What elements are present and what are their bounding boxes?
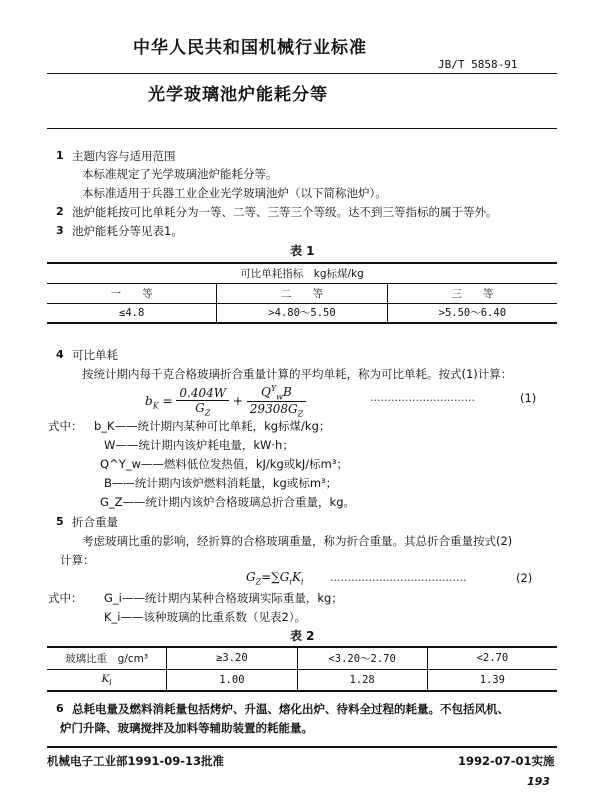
formula1-frac2-den	[247, 402, 306, 418]
table1-unit: 可比单耗指标 kg标煤/kg	[240, 267, 364, 280]
sec6-line2: 炉门升降、玻璃搅拌及加料等辅助装置的耗能量。	[60, 721, 313, 735]
sec1-para1: 本标准规定了光学玻璃池炉能耗分等。	[82, 167, 278, 181]
formula1-frac2-den-sub: Z	[297, 409, 304, 419]
formula1-frac2-den-text: 29308G	[249, 402, 298, 417]
formula1-plus: +	[232, 393, 243, 408]
table2-k-sub: i	[109, 677, 112, 687]
formula1-frac1-num: 0.404W	[176, 386, 229, 401]
sec2-number: 2	[56, 205, 64, 218]
formula1-fraction1	[176, 386, 229, 417]
sec3-number: 3	[56, 224, 64, 237]
sec1-heading: 主题内容与适用范围	[72, 149, 176, 163]
approval-date: 机械电子工业部1991-09-13批准	[47, 754, 225, 768]
table2-k-label	[47, 669, 167, 691]
table1-value-grade2: >4.80～5.50	[217, 303, 387, 323]
table2-k-3: 1.39	[479, 673, 506, 686]
table1-value-grade1: ≤4.8	[47, 303, 217, 323]
formula1-frac2-num	[247, 384, 306, 402]
sec3-text: 池炉能耗分等见表1。	[72, 224, 183, 238]
formula1-frac2-b: B	[283, 385, 292, 399]
formula1-frac1-den-sub: Z	[204, 408, 211, 418]
formula-1	[145, 384, 306, 419]
formula1-fraction2	[247, 384, 306, 419]
table1-caption: 表 1	[290, 244, 315, 258]
sec5-heading: 折合重量	[72, 515, 118, 529]
sec1-para2: 本标准适用于兵器工业企业光学玻璃池炉（以下简称池炉）。	[82, 186, 387, 200]
formula1-frac2-sup: Y	[270, 384, 277, 393]
table1-header-grade2: 二 等	[217, 283, 387, 303]
page-number: 193	[527, 775, 550, 788]
sec4-def-gz: G_Z——统计期内该炉合格玻璃总折合重量，kg。	[100, 495, 355, 509]
sec4-def-w: W——统计期内该炉耗电量，kW·h；	[104, 438, 294, 452]
title-rule	[47, 128, 557, 129]
formula1-lhs: b	[145, 393, 153, 408]
sec4-where-label: 式中：	[48, 419, 83, 433]
effective-date: 1992-07-01实施	[458, 754, 555, 768]
table2-k-2: 1.28	[297, 669, 427, 691]
standard-code: JB/T 5858-91	[438, 58, 518, 71]
sec2-text: 池炉能耗按可比单耗分为一等、二等、三等三个等级。达不到三等指标的属于等外。	[72, 205, 498, 219]
sec5-text-line2: 计算：	[60, 553, 95, 567]
formula2-k: K	[291, 570, 301, 584]
table2-k-1: 1.00	[167, 669, 297, 691]
sec4-text: 按统计期内每千克合格玻璃折合重量计算的平均单耗，称为可比单耗。按式(1)计算：	[82, 367, 513, 381]
formula1-frac2-sub: w	[276, 392, 284, 402]
sec4-def-q: Q^Y_w——燃料低位发热值，kJ/kg或kJ/标m³；	[100, 457, 348, 471]
sec5-number: 5	[56, 515, 64, 528]
sec1-number: 1	[56, 149, 64, 162]
sec4-heading: 可比单耗	[72, 348, 118, 362]
table2-density-3: <2.70	[476, 652, 509, 665]
formula2-lhs-sub: Z	[255, 577, 262, 587]
table1	[47, 262, 557, 324]
sec6-number: 6	[56, 702, 64, 715]
formula2-lhs: G	[246, 570, 256, 584]
sec5-where-label: 式中：	[48, 591, 83, 605]
formula2-sub-i: i	[289, 577, 292, 587]
standard-organization: 中华人民共和国机械行业标准	[133, 38, 367, 58]
table1-header-grade3: 三 等	[451, 287, 494, 300]
formula-2	[246, 570, 303, 586]
sec4-number: 4	[56, 348, 64, 361]
sec5-def-gi: G_i——统计期内某种合格玻璃实际重量，kg；	[104, 591, 343, 605]
formula1-number: (1)	[520, 391, 537, 405]
formula1-lhs-sub: K	[152, 401, 159, 411]
table1-header-grade1: 一 等	[47, 283, 217, 303]
sec4-def-b: B——统计期内该炉燃料消耗量，kg或标m³；	[104, 476, 338, 490]
table2-density-label: 玻璃比重 g/cm³	[47, 647, 167, 669]
table2-density-1: ≥3.20	[167, 647, 297, 669]
table2-density-2: <3.20～2.70	[297, 647, 427, 669]
header-rule	[47, 73, 557, 74]
formula2-sum: =∑G	[261, 570, 290, 584]
table1-value-grade3: >5.50～6.40	[438, 307, 507, 320]
table2-caption: 表 2	[290, 629, 315, 643]
formula1-frac2-q: Q	[261, 385, 271, 399]
table2-k-letter: K	[101, 672, 110, 685]
sec6-line1: 总耗电量及燃料消耗量包括烤炉、升温、熔化出炉、待料全过程的耗量。不包括风机、	[72, 702, 509, 716]
sec5-text-line1: 考虑玻璃比重的影响，经折算的合格玻璃重量，称为折合重量。其总折合重量按式(2)	[82, 534, 513, 548]
footer-rule	[47, 746, 557, 748]
formula2-number: (2)	[516, 571, 533, 585]
formula1-equals: =	[162, 393, 173, 408]
sec4-def-bk: b_K——统计期内某种可比单耗，kg标煤/kg；	[94, 419, 331, 433]
formula1-frac1-den	[176, 401, 229, 417]
formula2-leader: …………………………………	[330, 572, 467, 584]
table2	[47, 646, 557, 692]
sec5-def-ki: K_i——该种玻璃的比重系数（见表2）。	[104, 610, 307, 624]
document-title: 光学玻璃池炉能耗分等	[148, 85, 328, 105]
formula1-frac1-den-g: G	[195, 400, 205, 415]
formula1-leader: …………………………	[370, 392, 475, 404]
formula2-sub-i2: i	[300, 577, 304, 587]
